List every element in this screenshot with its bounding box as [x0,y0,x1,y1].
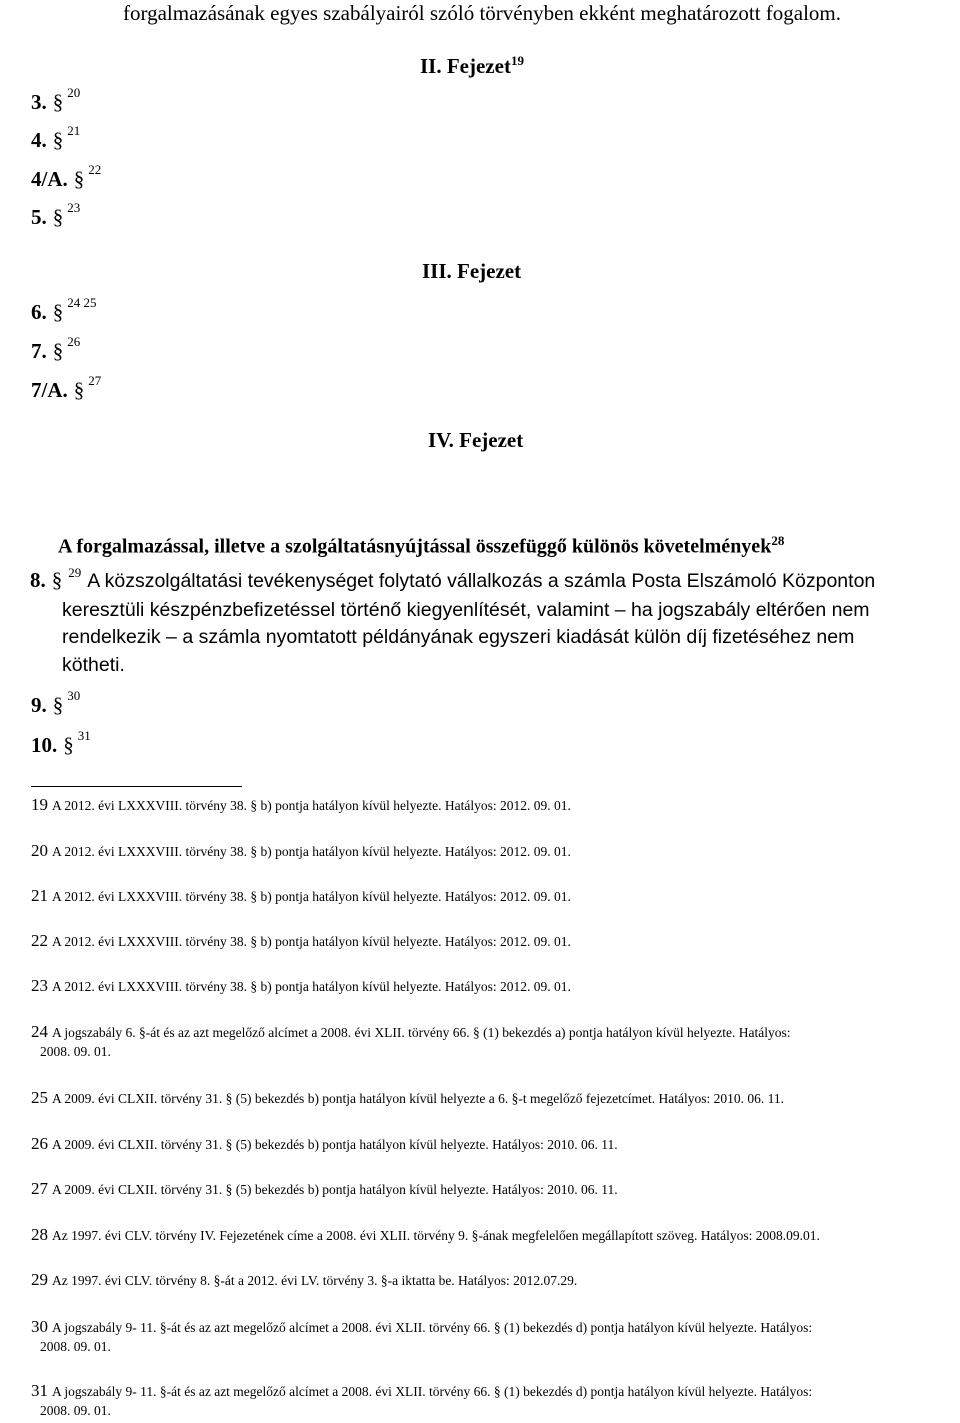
footnote-number: 22 [31,931,48,950]
footnote [31,1381,956,1420]
footnote-number: 27 [31,1179,48,1198]
section-symbol: § [52,128,64,152]
section-entry [31,123,81,156]
footnote-text: A 2009. évi CLXII. törvény 31. § (5) bekezdés b) pontja hatályon kívül helyezte. Hatályos: 2010. 06. 11. [52,1182,618,1197]
section-number: 6. [31,300,47,324]
footnote-ref[interactable]: 22 [88,162,102,177]
footnote-number: 19 [31,795,48,814]
footnote [31,1317,956,1356]
footnote-number: 21 [31,886,48,905]
footnote-text: A jogszabály 9- 11. §-át és az azt megelőző alcímet a 2008. évi XLII. törvény 66. § (1) bekezdés d) pontja hatályon kívül helyezte. Hatályos: [52,1384,813,1399]
footnote-number: 30 [31,1317,48,1336]
chapter-title [420,48,524,79]
chapter-title [428,427,523,453]
footnote-text-continuation: 2008. 09. 01. [40,1044,111,1059]
footnote-number: 26 [31,1134,48,1153]
footnote [31,841,956,861]
section-number: 4/A. [31,167,68,191]
section-entry [31,373,102,406]
section-number: 7. [31,339,47,363]
footnote [31,1022,956,1061]
section-symbol: § [52,339,64,363]
footnote-text: A 2012. évi LXXXVIII. törvény 38. § b) pontja hatályon kívül helyezte. Hatályos: 2012. 09. 01. [52,844,571,859]
section-number: 10. [31,733,58,757]
section-entry [31,85,81,118]
footnote [31,1179,956,1199]
section-entry [31,200,81,233]
footnote-text: A 2012. évi LXXXVIII. törvény 38. § b) pontja hatályon kívül helyezte. Hatályos: 2012. 09. 01. [52,889,571,904]
section-symbol: § [52,300,64,324]
section-symbol: § [73,167,85,191]
footnote-text: A jogszabály 6. §-át és az azt megelőző alcímet a 2008. évi XLII. törvény 66. § (1) bekezdés a) pontja hatályon kívül helyezte. Hatályos: [52,1025,791,1040]
footnote-text: A 2012. évi LXXXVIII. törvény 38. § b) pontja hatályon kívül helyezte. Hatályos: 2012. 09. 01. [52,979,571,994]
section-entry [31,334,81,367]
footnote-number: 23 [31,976,48,995]
section-number: 4. [31,128,47,152]
section-number: 9. [31,693,47,717]
section-symbol: § [52,205,64,229]
footnote-number: 24 [31,1022,48,1041]
section-number: 5. [31,205,47,229]
footnote-ref[interactable]: 31 [77,728,91,743]
section-entry [31,295,97,328]
footnote-text: A 2009. évi CLXII. törvény 31. § (5) bekezdés b) pontja hatályon kívül helyezte a 6. §-t megelőző fejezetcímet. Hatályos: 2010. 06. 11. [52,1091,785,1106]
section-symbol: § [52,693,64,717]
section-paragraph [30,565,922,679]
footnote-text: A 2009. évi CLXII. törvény 31. § (5) bekezdés b) pontja hatályon kívül helyezte. Hatályos: 2010. 06. 11. [52,1137,618,1152]
footnote-number: 25 [31,1088,48,1107]
chapter-heading [58,528,784,560]
footnote-ref[interactable]: 26 [67,334,81,349]
continuation-line: forgalmazásának egyes szabályairól szóló törvényben ekként meghatározott fogalom. [123,1,842,25]
section-symbol: § [73,378,85,402]
footnote-ref[interactable]: 28 [771,533,785,548]
footnote-text: Az 1997. évi CLV. törvény IV. Fejezetének címe a 2008. évi XLII. törvény 9. §-ának megfelelően megállapított szöveg. Hatályos: 2008.09.01. [52,1228,820,1243]
chapter-title-text: IV. Fejezet [428,428,524,452]
footnote-number: 28 [31,1225,48,1244]
chapter-title-text: II. Fejezet [420,54,511,78]
section-number: 8. [30,568,46,592]
footnote-text: A jogszabály 9- 11. §-át és az azt megelőző alcímet a 2008. évi XLII. törvény 66. § (1) bekezdés d) pontja hatályon kívül helyezte. Hatályos: [52,1320,813,1335]
footnote [31,1134,956,1154]
footnote-ref[interactable]: 23 [67,200,81,215]
footnote [31,1225,956,1245]
footnote-ref[interactable]: 21 [67,123,81,138]
footnote-ref[interactable]: 20 [67,85,81,100]
footnote-ref[interactable]: 30 [67,688,81,703]
footnote [31,931,956,951]
section-symbol: § [52,90,64,114]
section-entry [31,162,102,195]
footnote-text: A 2012. évi LXXXVIII. törvény 38. § b) pontja hatályon kívül helyezte. Hatályos: 2012. 09. 01. [52,798,571,813]
footnote [31,1088,956,1108]
paragraph-text: A közszolgáltatási tevékenységet folytató vállalkozás a számla Posta Elszámoló Központon keresztüli készpénzbefizetéssel történő kiegyenlítését, valamint – ha jogszabály eltérően nem rendelkezik – a számla nyomtatott példányának egyszeri kiadását külön díj fizetéséhez nem kötheti. [62,570,876,676]
footnote-divider [31,786,242,787]
footnote-text-continuation: 2008. 09. 01. [40,1403,111,1418]
footnote-number: 29 [31,1270,48,1289]
footnote [31,1270,956,1290]
footnote [31,795,956,815]
chapter-title-text: III. Fejezet [422,259,522,283]
footnote-number: 31 [31,1381,48,1400]
footnote-ref[interactable]: 19 [510,53,524,68]
section-symbol: § [63,733,74,757]
footnote-text: A 2012. évi LXXXVIII. törvény 38. § b) pontja hatályon kívül helyezte. Hatályos: 2012. 09. 01. [52,934,571,949]
footnote-ref[interactable]: 29 [68,565,82,580]
chapter-title [422,258,521,284]
footnote-ref[interactable]: 24 25 [67,295,97,310]
footnote-text: Az 1997. évi CLV. törvény 8. §-át a 2012. évi LV. törvény 3. §-a iktatta be. Hatályos: 2012.07.29. [52,1273,578,1288]
chapter-heading-text: A forgalmazással, illetve a szolgáltatásnyújtással összefüggő különös követelmények [58,535,772,558]
footnote-number: 20 [31,841,48,860]
section-number: 7/A. [31,378,68,402]
footnote [31,976,956,996]
section-symbol: § [51,568,63,592]
footnote-ref[interactable]: 27 [88,373,102,388]
section-entry [31,728,91,761]
footnote [31,886,956,906]
section-number: 3. [31,90,47,114]
section-entry [31,688,81,721]
footnote-text-continuation: 2008. 09. 01. [40,1339,111,1354]
